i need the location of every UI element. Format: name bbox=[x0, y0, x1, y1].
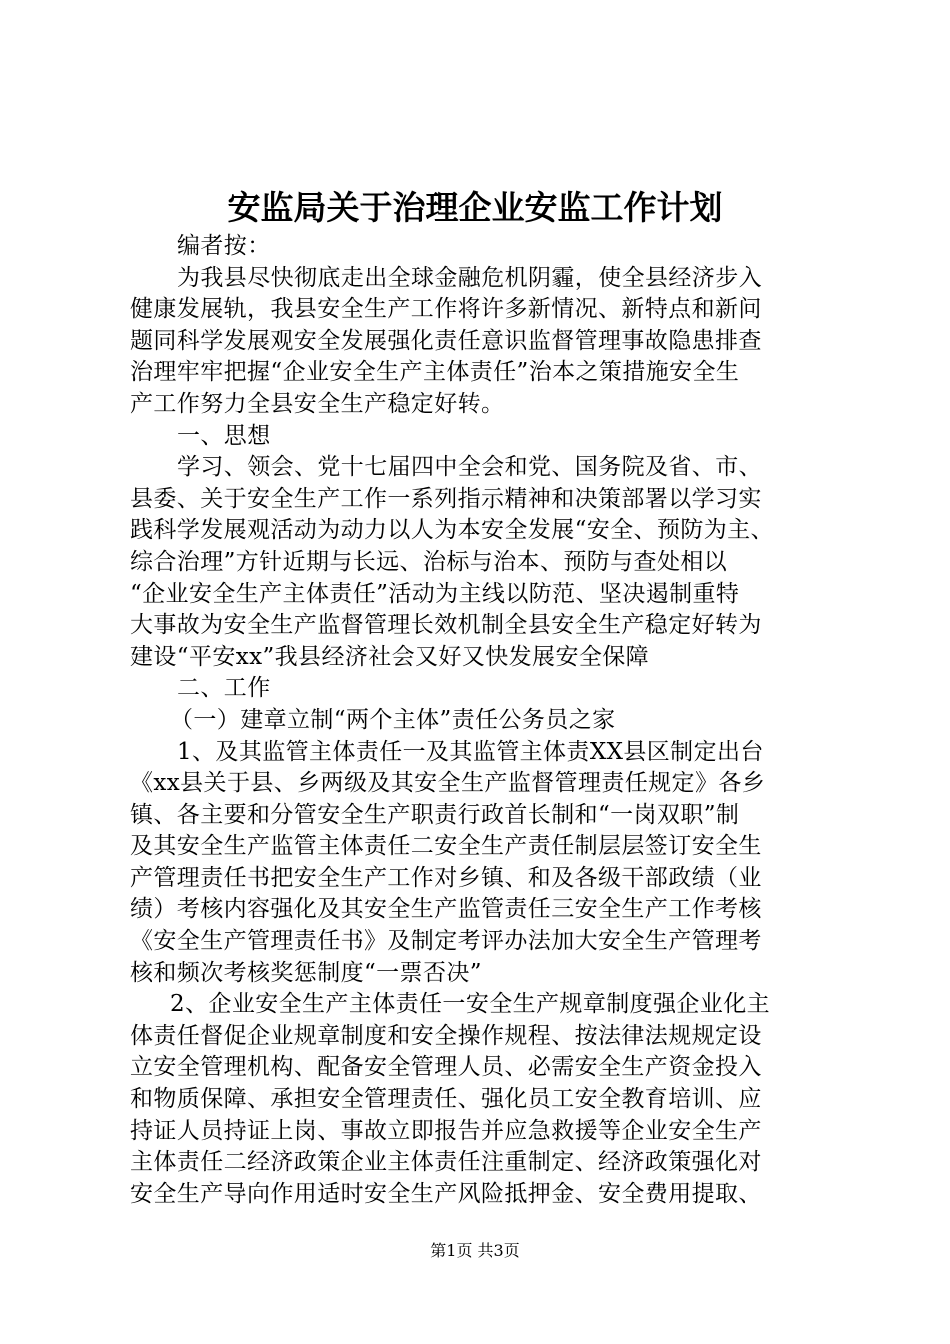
body-line: 建设“平安xx”我县经济社会又好又快发展安全保障 bbox=[130, 643, 650, 670]
body-line: 健康发展轨，我县安全生产工作将许多新情况、新特点和新问 bbox=[130, 296, 762, 323]
body-line: 践科学发展观活动为动力以人为本安全发展“安全、预防为主、 bbox=[130, 517, 774, 544]
body-line: 题同科学发展观安全发展强化责任意识监督管理事故隐患排查 bbox=[130, 327, 762, 354]
body-line: 产工作努力全县安全生产稳定好转。 bbox=[130, 390, 505, 417]
body-line: 体责任督促企业规章制度和安全操作规程、按法律法规规定设 bbox=[130, 1022, 762, 1049]
section-heading-1: 一、思想 bbox=[177, 422, 271, 449]
section-heading-2: 二、工作 bbox=[177, 675, 271, 702]
body-line: 1、及其监管主体责任一及其监管主体责XX县区制定出台 bbox=[177, 738, 764, 765]
body-line: 治理牢牢把握“企业安全生产主体责任”治本之策措施安全生 bbox=[130, 359, 740, 386]
body-line: “企业安全生产主体责任”活动为主线以防范、坚决遏制重特 bbox=[130, 580, 740, 607]
body-line: 安全生产导向作用适时安全生产风险抵押金、安全费用提取、 bbox=[130, 1180, 762, 1207]
page-footer: 第1页 共3页 bbox=[430, 1241, 520, 1260]
body-line: 学习、领会、党十七届四中全会和党、国务院及省、市、 bbox=[177, 454, 762, 481]
body-line: 大事故为安全生产监督管理长效机制全县安全生产稳定好转为 bbox=[130, 612, 762, 639]
body-line: 主体责任二经济政策企业主体责任注重制定、经济政策强化对 bbox=[130, 1149, 762, 1176]
body-line: 和物质保障、承担安全管理责任、强化员工安全教育培训、应 bbox=[130, 1086, 762, 1113]
body-line: 持证人员持证上岗、事故立即报告并应急救援等企业安全生产 bbox=[130, 1117, 762, 1144]
body-line: 综合治理”方针近期与长远、治标与治本、预防与查处相以 bbox=[130, 548, 728, 575]
document-body bbox=[130, 231, 830, 1210]
body-line: 镇、各主要和分管安全生产职责行政首长制和“一岗双职”制 bbox=[130, 801, 740, 828]
body-line: 产管理责任书把安全生产工作对乡镇、和及各级干部政绩（业 bbox=[130, 864, 762, 891]
body-line: 绩）考核内容强化及其安全生产监管责任三安全生产工作考核 bbox=[130, 896, 762, 923]
body-line: 为我县尽快彻底走出全球金融危机阴霾，使全县经济步入 bbox=[177, 264, 762, 291]
body-line: 《xx县关于县、乡两级及其安全生产监督管理责任规定》各乡 bbox=[130, 770, 766, 797]
body-line: 立安全管理机构、配备安全管理人员、必需安全生产资金投入 bbox=[130, 1054, 762, 1081]
subsection-heading: （一）建章立制“两个主体”责任公务员之家 bbox=[170, 706, 616, 733]
body-line: 及其安全生产监管主体责任二安全生产责任制层层签订安全生 bbox=[130, 833, 762, 860]
body-line: 2、企业安全生产主体责任一安全生产规章制度强企业化主 bbox=[170, 991, 771, 1018]
editor-note-label: 编者按： bbox=[177, 233, 271, 259]
body-line: 核和频次考核奖惩制度“一票否决” bbox=[130, 959, 482, 986]
document-title: 安监局关于治理企业安监工作计划 bbox=[227, 188, 723, 227]
body-line: 县委、关于安全生产工作一系列指示精神和决策部署以学习实 bbox=[130, 485, 762, 512]
body-line: 《安全生产管理责任书》及制定考评办法加大安全生产管理考 bbox=[130, 928, 762, 955]
